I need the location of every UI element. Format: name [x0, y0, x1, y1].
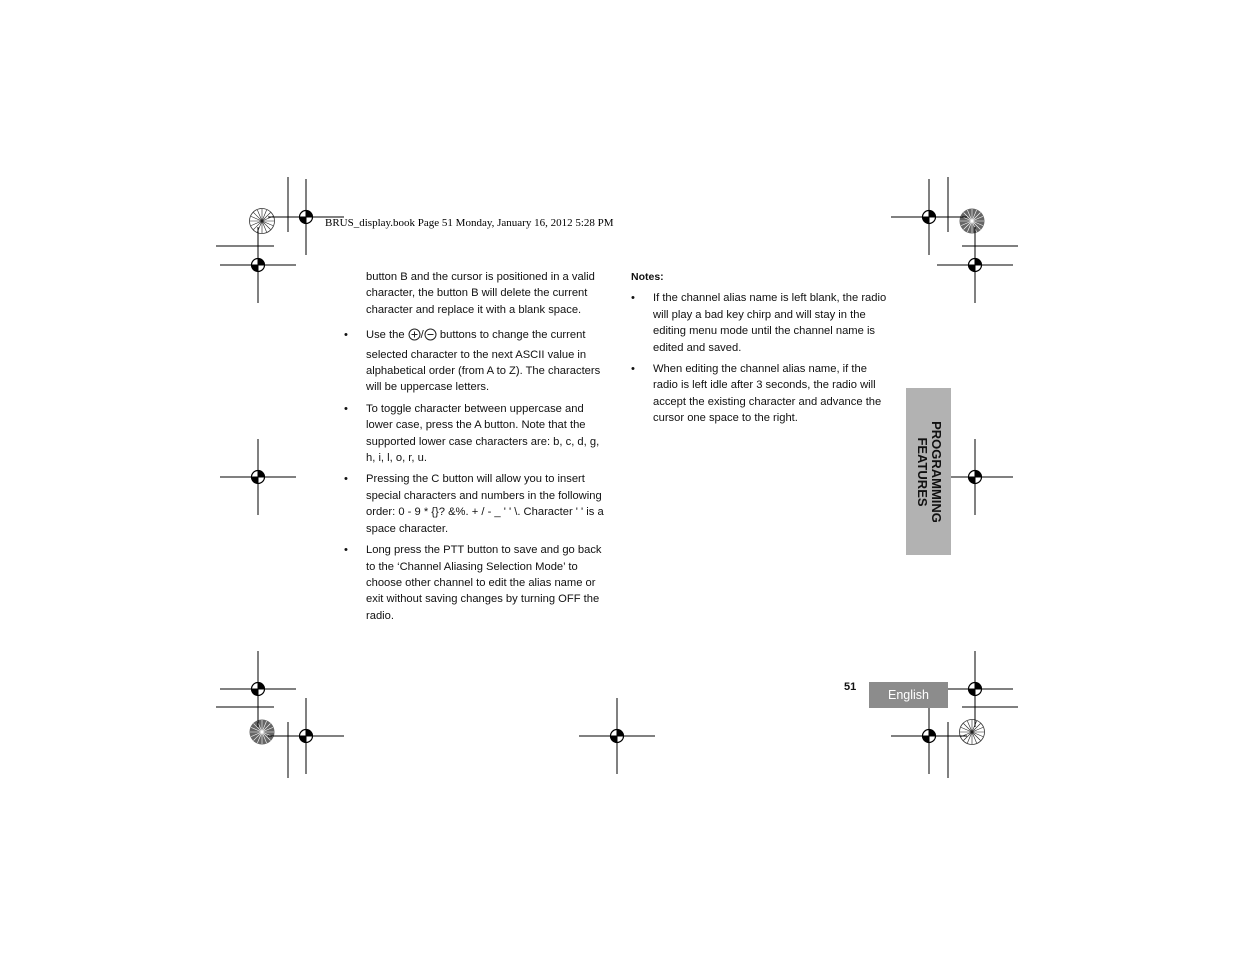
bullet: •	[344, 473, 348, 486]
notes-section	[631, 269, 893, 427]
list-item: • Use the / buttons to change the current selected character to the next ASCII value in alphabetical order (from A to Z). The characters will be uppercase letters.	[344, 329, 601, 394]
bullet: •	[344, 402, 348, 415]
section-tab-label: PROGRAMMING FEATURES	[914, 420, 944, 523]
bullet: •	[344, 544, 348, 557]
book-header-info: BRUS_display.book Page 51 Monday, January 16, 2012 5:28 PM	[325, 217, 614, 229]
list-item: • If the channel alias name is left blank, the radio will play a bad key chirp and will stay in the editing menu mode until the channel name is edited and saved.	[631, 292, 887, 354]
bullet: •	[631, 363, 635, 376]
bullet: •	[631, 292, 635, 305]
list-item: • Long press the PTT button to save and go back to the ‘Channel Aliasing Selection Mode’ to choose other channel to edit the alias name or exit without saving changes by turning OFF the radio.	[344, 544, 602, 622]
plus-circle-icon	[408, 328, 421, 346]
minus-circle-icon	[424, 328, 437, 346]
intro-paragraph: button B and the cursor is positioned in a valid character, the button B will delete the current character and replace it with a blank space.	[366, 271, 595, 316]
language-tab: English	[869, 682, 948, 708]
list-item: • Pressing the C button will allow you to insert special characters and numbers in the following order: 0 - 9 * {}? &%. + / - _ ' ' \. Character ' ' is a space character.	[344, 473, 604, 535]
list-item: • To toggle character between uppercase and lower case, press the A button. Note that the supported lower case characters are: b, c, d, g, h, i, l, o, r, u.	[344, 402, 600, 465]
notes-title: Notes:	[631, 271, 664, 283]
list-item: • When editing the channel alias name, if the radio is left idle after 3 seconds, the radio will accept the existing character and advance the cursor one space to the right.	[631, 363, 882, 425]
left-column	[344, 269, 606, 624]
bullet: •	[344, 329, 348, 342]
section-side-tab	[906, 388, 951, 555]
page-number: 51	[844, 681, 857, 693]
